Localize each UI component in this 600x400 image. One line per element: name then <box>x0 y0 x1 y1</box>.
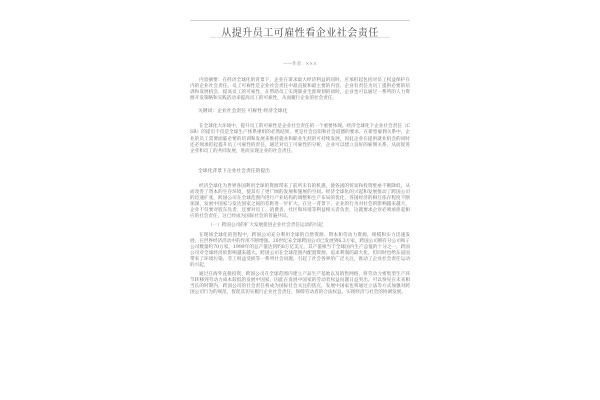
section-heading: 全球化背景下企业社会责任的提出 <box>198 168 270 174</box>
document-body <box>190 78 410 299</box>
subsection-heading: （一）跨国公司的扩大发展促进企业社会责任运动的兴起 <box>208 223 323 229</box>
author-line: ——作者：××× <box>283 62 317 67</box>
title-rule <box>210 37 390 38</box>
body-paragraph: 在现场全球化的进程中，跨国公司充分利用全球的自然资源、资本和劳动力资源，规模和实力迅速发展，在世界经济活动中的作用不断增强。20世纪末全球跨国公司已发展到6.3万家，跨国公司拥有分公司和子公司数量约70万家，1999年的总产值达到约8万亿美元，其产值相当于全球国内生产总值的十分之一，跨国公司对全球经济的影响越来越大。跨国公司在全球范围内配置资源，追求利润的最大化，但同时也给东道国带来了环境污染、劳工权益受损等一系列社会问题，引起了社会各界的广泛关注，推动了企业社会责任运动的兴起。 <box>190 232 410 268</box>
body-paragraph: 经济全球化为世界各国利用全球的资源带来了前所未有的机遇，使各国的贸易和投资壁垒不断降低，从而改善了资本的生存环境，使其有了更广阔的发展和施展的空间。经济全球化的兴起和发展推动了跨国公司的迅速扩张，跨国公司在全球范围内进行产业结构的调整和生产布局的优化，各国经济的相互依存程度不断加深，发展中国家与发达国家之间的差距进一步扩大。在这一背景下，企业的行为对社会的影响越来越大，企业不仅要对股东负责，还要对员工、消费者、社区和环境等利益相关者负责，这就要求企业必须承担起相应的社会责任，这已经成为国际社会的普遍共识。 <box>190 183 410 220</box>
intro-paragraph: 在全球化大环境中，提升员工的可雇性是企业社会责任的一个重要体现。经济全球化下企业社会责任（CSR）的提出不仅是全球生产体系重组的必然结果，更是社会良知和社会道德的要求。在新型雇佣关系中，企业的员工需要面临必要的培训和发展来维持就业和职业生涯的可持续发展，因此企业在提供就业机会的同时还必须承担起提升员工可雇性的责任。通过对员工可雇性的分析，企业可以建立良好的雇佣关系，从而促进企业和员工的共同发展，进而实现企业的社会责任。 <box>190 124 410 154</box>
top-rule <box>190 20 410 21</box>
abstract-paragraph: 内容摘要：在经济全球化的背景下，企业在谋求最大经济利益的同时，应承担起包括对员工权益保护在内的企业社会责任。员工可雇性是企业社会责任中最直接和最主要的内容，企业有责任为员工提供必要的培训和发展机会，提高员工的可雇性，在帮助员工实现职业生涯规划的同时，企业也可以通过一系列的人力资源开发策略和实践活动来提高员工的可雇性，从而履行企业的社会责任。 <box>190 78 410 102</box>
keywords-line: 关键词：企业社会责任 可雇性 经济全球化 <box>198 109 288 115</box>
document-page <box>190 20 410 400</box>
document-title: 从提升员工可雇性看企业社会责任 <box>221 28 379 39</box>
body-paragraph: 通过在海外直接投资，跨国公司在全球范围内建立产品生产基地以及销售网络，将劳动力密集型生产环节转移到劳动力成本较低的发展中国家，因此在发展中国家的劳动者权益问题日益突出。可以预见在未来相当长的时期内，跨国公司的社会责任将成为国际社会关注的焦点，发展中国家也将通过立法等方式加强对跨国公司行为的规范，督促其切实履行企业社会责任，保障劳动者的合法权益，实现经济与社会的协调发展。 <box>190 272 410 296</box>
